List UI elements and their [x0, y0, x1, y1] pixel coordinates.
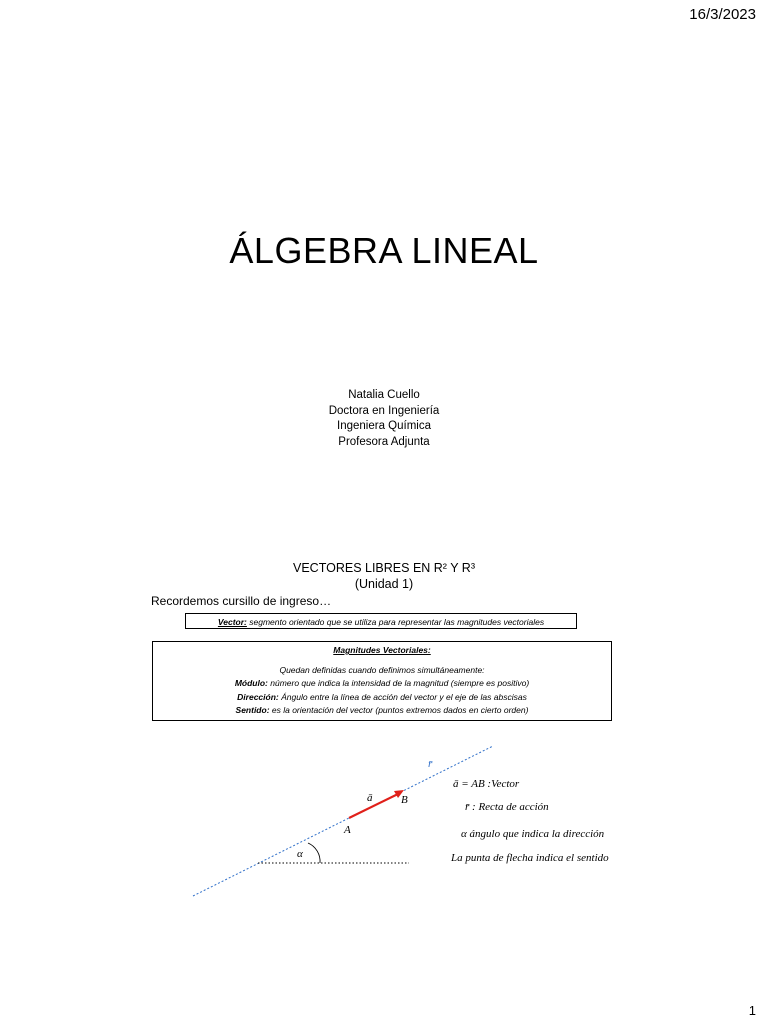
label-r: r̄: [428, 758, 433, 770]
magnitude-text: número que indica la intensidad de la magnitud (siempre es positivo): [267, 678, 530, 688]
date: 16/3/2023: [689, 6, 756, 23]
author-profession: Ingeniera Química: [337, 420, 431, 432]
author-degree: Doctora en Ingeniería: [328, 404, 440, 417]
vector-arrow: [349, 794, 398, 818]
section-subtitle: (Unidad 1): [354, 577, 414, 591]
vector-term: Vector:: [217, 617, 247, 627]
label-A: A: [344, 824, 351, 836]
magnitude-term: Dirección:: [237, 691, 279, 702]
magnitude-text: es la orientación del vector (puntos extremos dados en cierto orden): [269, 705, 529, 715]
author-position: Profesora Adjunta: [338, 435, 430, 448]
label-alpha: α: [297, 848, 303, 860]
legend-angle: α ángulo que indica la dirección: [461, 828, 605, 840]
label-B: B: [401, 794, 408, 806]
vector-definition: segmento orientado que se utiliza para representar las magnitudes vectoriales: [246, 617, 545, 627]
author-name: Natalia Cuello: [348, 389, 420, 401]
section-title: VECTORES LIBRES EN R² Y R³: [293, 561, 475, 575]
legend-vector: ā = AB :Vector: [453, 778, 520, 790]
recall-text: Recordemos cursillo de ingreso…: [151, 594, 332, 608]
legend-action-line: r̄ : Recta de acción: [465, 801, 549, 813]
magnitude-term: Sentido:: [235, 705, 270, 715]
magnitudes-heading: Magnitudes Vectoriales:: [333, 645, 431, 655]
magnitude-term: Módulo:: [234, 678, 268, 688]
angle-arc: [308, 843, 320, 863]
legend-sense: La punta de flecha indica el sentido: [451, 852, 609, 864]
page-title: ÁLGEBRA LINEAL: [229, 230, 539, 271]
page-number: 1: [748, 1003, 756, 1018]
magnitude-text: Ángulo entre la línea de acción del vector y el eje de las abscisas: [278, 691, 527, 702]
label-a: ā: [367, 792, 373, 804]
magnitudes-intro: Quedan definidas cuando definimos simultáneamente:: [279, 664, 485, 675]
action-line: [193, 746, 493, 896]
